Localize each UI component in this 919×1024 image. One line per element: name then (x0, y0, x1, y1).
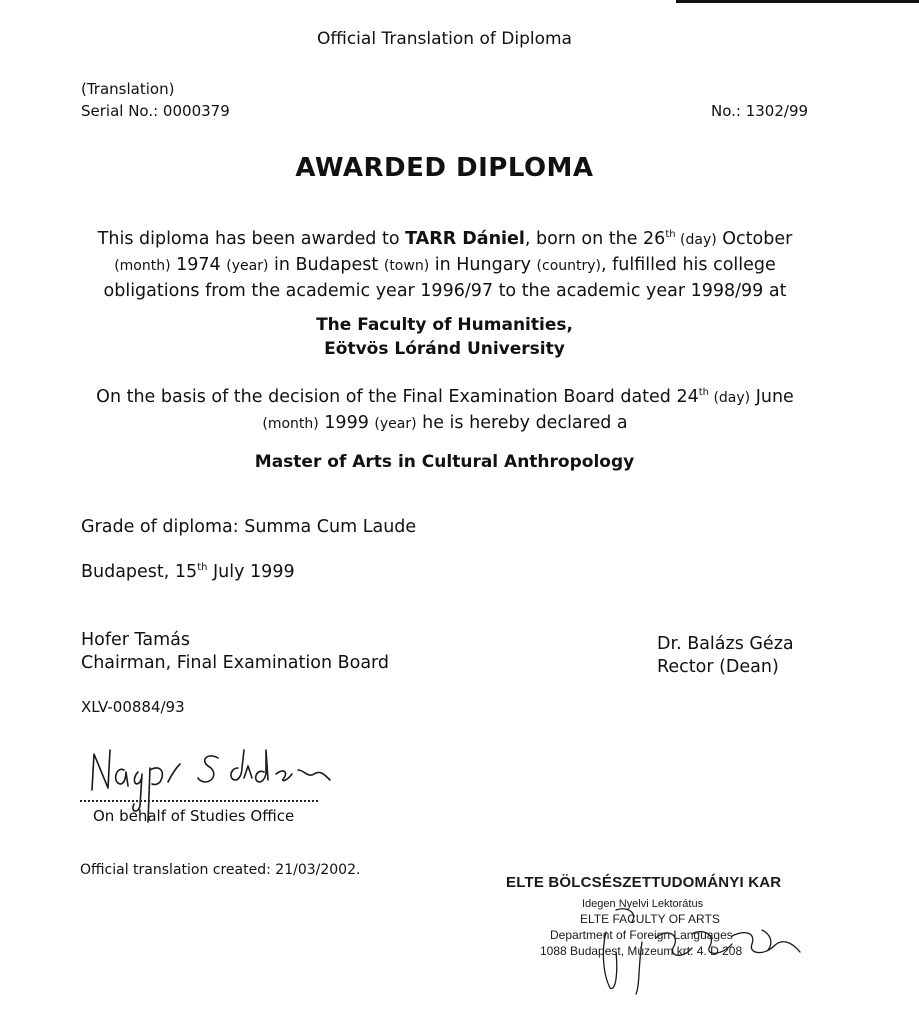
chairman-name: Hofer Tamás (81, 630, 190, 650)
award-line-3: obligations from the academic year 1996/97 to the academic year 1998/99 at (103, 280, 787, 301)
main-title: AWARDED DIPLOMA (295, 153, 594, 183)
decision-paragraph (90, 380, 800, 437)
chairman-title: Chairman, Final Examination Board (81, 653, 390, 673)
reference-number: XLV-00884/93 (81, 698, 185, 716)
stamp-line-1: ELTE BÖLCSÉSZETTUDOMÁNYI KAR (506, 874, 782, 891)
decision-line-2: (month) 1999 (year) he is hereby declared a (262, 412, 628, 433)
signature-dotted-line (80, 800, 318, 802)
university-name: Eötvös Lóránd University (324, 339, 565, 359)
awardee-name: TARR Dániel (405, 228, 525, 249)
diploma-grade: Grade of diploma: Summa Cum Laude (81, 517, 417, 537)
rector-name: Dr. Balázs Géza (657, 634, 794, 654)
award-paragraph (90, 222, 800, 304)
stamp-line-5: 1088 Budapest, Múzeum krt. 4. D 208 (540, 944, 743, 958)
degree-title: Master of Arts in Cultural Anthropology (254, 452, 635, 472)
translation-created-date: Official translation created: 21/03/2002. (80, 862, 361, 878)
translation-label: (Translation) (81, 80, 175, 98)
serial-number: Serial No.: 0000379 (81, 102, 230, 120)
stamp-line-3: ELTE FACULTY OF ARTS (580, 912, 720, 926)
stamp-signature-scribble (506, 872, 846, 1002)
document-number: No.: 1302/99 (711, 102, 809, 120)
rector-title: Rector (Dean) (657, 657, 779, 677)
faculty-name: The Faculty of Humanities, (316, 315, 573, 335)
stamp-line-4: Department of Foreign Languages (550, 928, 733, 942)
document-header-title: Official Translation of Diploma (317, 29, 572, 49)
official-stamp (506, 872, 846, 1002)
signature-caption: On behalf of Studies Office (93, 807, 295, 825)
award-line-1: This diploma has been awarded to TARR Dániel, born on the 26th (day) October (97, 228, 793, 249)
stamp-line-2: Idegen Nyelvi Lektorátus (582, 898, 704, 910)
issue-date: Budapest, 15th July 1999 (81, 562, 295, 582)
decision-line-1: On the basis of the decision of the Final Examination Board dated 24th (day) June (96, 386, 794, 407)
faculty-block (0, 313, 889, 361)
award-line-2: (month) 1974 (year) in Budapest (town) in Hungary (country), fulfilled his college (114, 254, 776, 275)
top-edge-rule (676, 0, 919, 3)
